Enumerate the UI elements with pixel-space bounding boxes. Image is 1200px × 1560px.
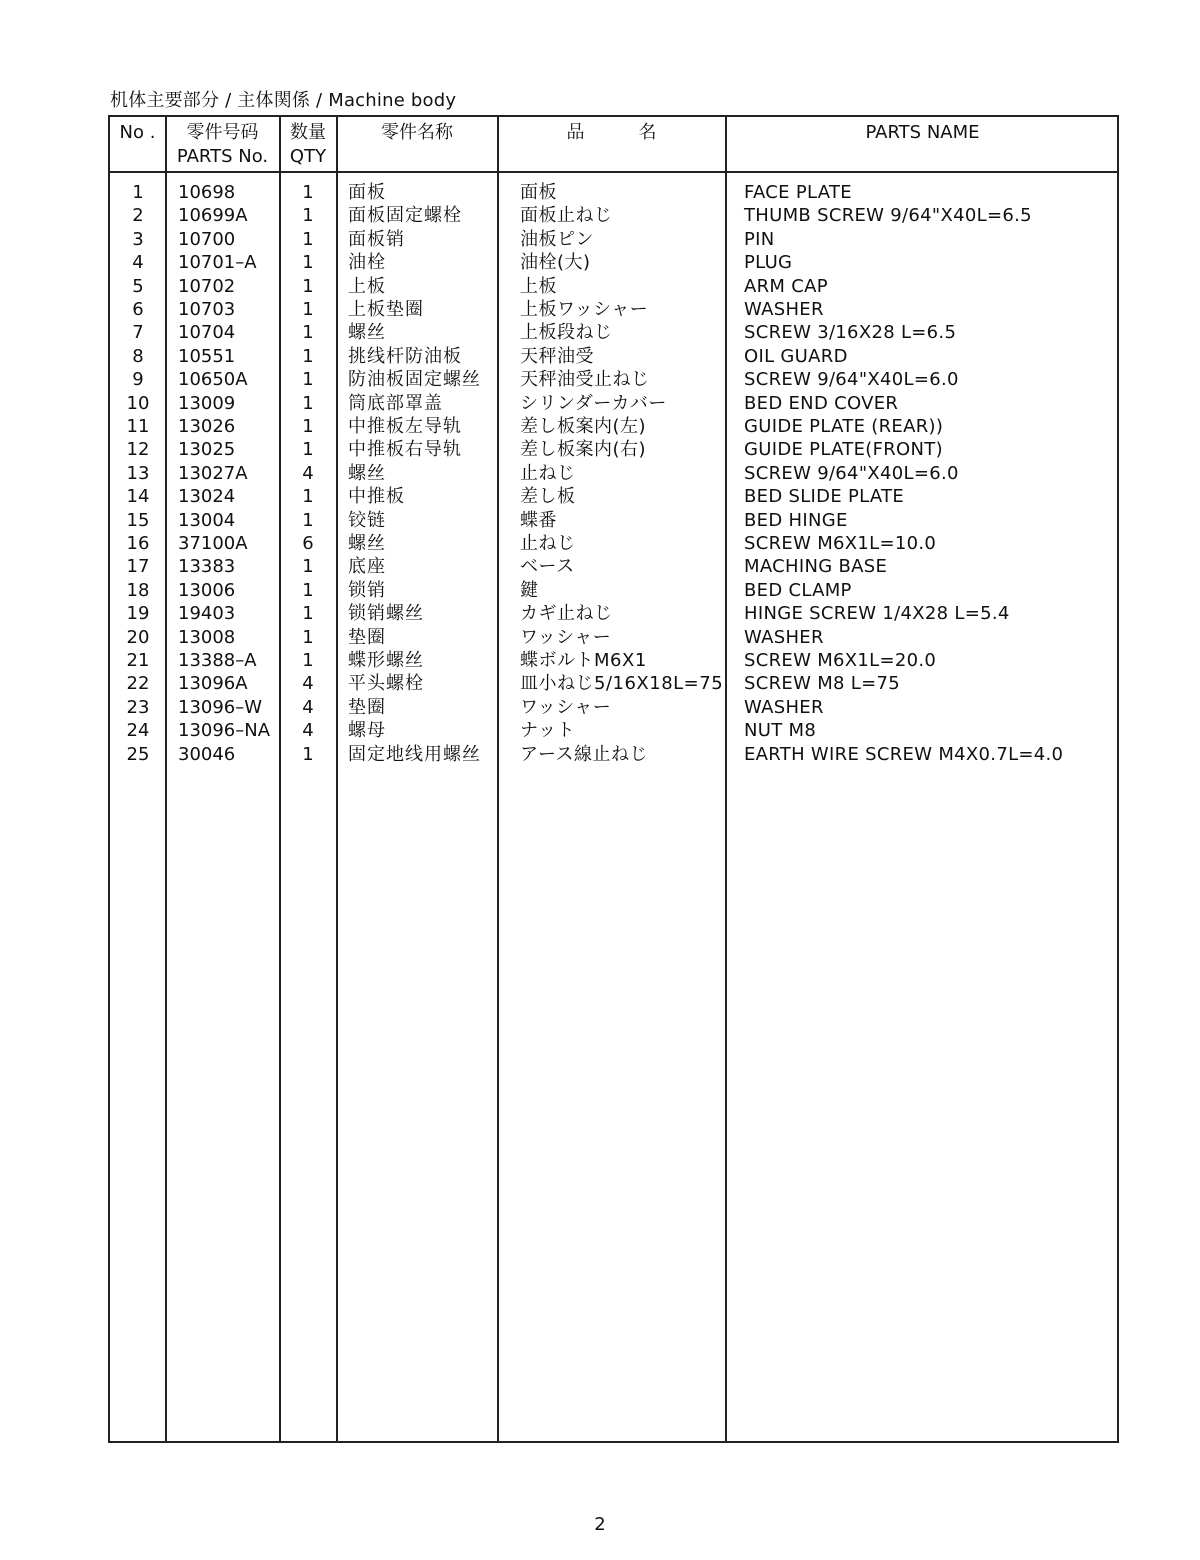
part-number: 10551 xyxy=(178,345,236,367)
table-row xyxy=(110,228,1117,251)
part-name-cn: 中推板左导轨 xyxy=(348,416,462,437)
row-number: 9 xyxy=(132,369,144,391)
row-number: 16 xyxy=(126,533,150,554)
table-row xyxy=(110,251,1117,274)
part-name-jp: 蝶番 xyxy=(520,509,557,531)
table-row xyxy=(110,649,1117,672)
part-name-en: BED END COVER xyxy=(744,392,899,414)
quantity: 1 xyxy=(302,228,314,250)
table-row xyxy=(110,602,1117,625)
quantity: 1 xyxy=(302,626,314,648)
part-number: 13096A xyxy=(178,673,248,695)
row-number: 21 xyxy=(126,650,150,671)
row-number: 3 xyxy=(132,228,144,250)
table-row xyxy=(110,438,1117,461)
part-name-en: NUT M8 xyxy=(744,720,817,742)
part-number: 37100A xyxy=(178,533,248,554)
quantity: 4 xyxy=(302,673,314,695)
part-name-cn: 筒底部罩盖 xyxy=(348,392,443,414)
row-number: 14 xyxy=(126,486,150,508)
part-name-en: HINGE SCREW 1/4X28 L=5.4 xyxy=(744,603,1010,625)
header-parts-name: PARTS NAME xyxy=(865,122,980,143)
part-name-en: SCREW 9/64"X40L=6.0 xyxy=(744,462,959,484)
part-name-en: BED SLIDE PLATE xyxy=(744,486,905,508)
table-row xyxy=(110,392,1117,415)
row-number: 1 xyxy=(132,182,144,203)
part-name-en: SCREW M8 L=75 xyxy=(744,673,901,695)
quantity: 1 xyxy=(302,182,314,203)
row-number: 2 xyxy=(132,205,144,227)
row-number: 25 xyxy=(126,743,150,765)
part-name-jp: 差し板 xyxy=(520,486,576,508)
table-row xyxy=(110,275,1117,298)
table-row xyxy=(110,579,1117,602)
table-row xyxy=(110,696,1117,719)
part-name-en: ARM CAP xyxy=(744,275,828,297)
part-name-en: THUMB SCREW 9/64"X40L=6.5 xyxy=(744,205,1032,227)
row-number: 10 xyxy=(126,392,150,414)
quantity: 1 xyxy=(302,556,314,578)
part-name-en: WASHER xyxy=(744,696,824,718)
part-number: 13024 xyxy=(178,486,236,508)
quantity: 4 xyxy=(302,696,314,718)
row-number: 19 xyxy=(126,603,150,625)
row-number: 24 xyxy=(126,720,150,742)
part-number: 10699A xyxy=(178,205,248,227)
row-number: 6 xyxy=(132,299,144,320)
table-row xyxy=(110,509,1117,532)
table-row xyxy=(110,626,1117,649)
table-row xyxy=(110,719,1117,742)
part-name-en: GUIDE PLATE (REAR)) xyxy=(744,416,944,437)
table-row xyxy=(110,204,1117,227)
header-qty-cn: 数量 xyxy=(290,122,326,143)
part-name-jp: 差し板案内(左) xyxy=(520,416,647,437)
part-number: 10700 xyxy=(178,228,236,250)
part-number: 19403 xyxy=(178,603,236,625)
part-number: 13025 xyxy=(178,439,236,461)
part-name-jp: 止ねじ xyxy=(520,462,576,484)
quantity: 1 xyxy=(302,252,314,274)
part-number: 13388–A xyxy=(178,650,257,671)
part-name-jp: 上板ワッシャー xyxy=(520,299,649,320)
part-name-cn: 垫圈 xyxy=(348,696,386,718)
quantity: 1 xyxy=(302,416,314,437)
part-name-jp: カギ止ねじ xyxy=(520,603,613,625)
part-name-cn: 中推板 xyxy=(348,486,405,508)
part-name-jp: 油栓(大) xyxy=(520,252,591,274)
part-number: 10701–A xyxy=(178,252,257,274)
header-qty xyxy=(280,121,336,169)
part-number: 10703 xyxy=(178,299,236,320)
part-name-cn: 防油板固定螺丝 xyxy=(348,369,481,391)
part-name-cn: 蝶形螺丝 xyxy=(348,650,424,671)
part-name-jp: ワッシャー xyxy=(520,696,612,718)
quantity: 1 xyxy=(302,322,314,344)
part-name-cn: 铰链 xyxy=(348,509,386,531)
parts-table xyxy=(108,115,1119,1443)
part-name-en: SCREW 9/64"X40L=6.0 xyxy=(744,369,959,391)
part-name-cn: 上板 xyxy=(348,275,386,297)
table-row xyxy=(110,532,1117,555)
quantity: 1 xyxy=(302,369,314,391)
row-number: 20 xyxy=(126,626,150,648)
row-number: 15 xyxy=(126,509,150,531)
part-number: 13383 xyxy=(178,556,236,578)
part-name-en: FACE PLATE xyxy=(744,182,852,203)
part-name-jp: 面板 xyxy=(520,182,557,203)
part-name-jp: ナット xyxy=(520,720,576,742)
part-name-jp: 天秤油受 xyxy=(520,345,594,367)
quantity: 1 xyxy=(302,486,314,508)
quantity: 4 xyxy=(302,462,314,484)
row-number: 22 xyxy=(126,673,150,695)
header-divider xyxy=(110,171,1117,173)
part-number: 10702 xyxy=(178,275,236,297)
part-name-cn: 平头螺栓 xyxy=(348,673,424,695)
part-name-jp: 上板 xyxy=(520,275,557,297)
header-parts-no-cn: 零件号码 xyxy=(186,122,259,143)
part-name-cn: 螺丝 xyxy=(348,533,386,554)
part-name-cn: 锁销螺丝 xyxy=(348,603,424,625)
part-name-jp: 蝶ボルトM6X1 xyxy=(520,650,647,671)
quantity: 1 xyxy=(302,205,314,227)
part-name-cn: 锁销 xyxy=(348,579,386,601)
part-name-cn: 油栓 xyxy=(348,252,386,274)
part-name-en: WASHER xyxy=(744,299,824,320)
table-row xyxy=(110,743,1117,766)
quantity: 1 xyxy=(302,299,314,320)
table-row xyxy=(110,298,1117,321)
part-name-jp: ワッシャー xyxy=(520,626,612,648)
part-name-cn: 面板 xyxy=(348,182,386,203)
part-name-cn: 螺丝 xyxy=(348,322,386,344)
row-number: 4 xyxy=(132,252,144,274)
part-name-en: BED CLAMP xyxy=(744,579,852,601)
part-name-jp: 天秤油受止ねじ xyxy=(520,369,650,391)
quantity: 1 xyxy=(302,579,314,601)
part-name-en: PLUG xyxy=(744,252,793,274)
part-name-jp: 止ねじ xyxy=(520,533,576,554)
table-row xyxy=(110,321,1117,344)
quantity: 1 xyxy=(302,603,314,625)
part-name-jp: 皿小ねじ5/16X18L=75 xyxy=(520,673,724,695)
table-row xyxy=(110,672,1117,695)
quantity: 1 xyxy=(302,509,314,531)
header-name-jp: 品 名 xyxy=(566,122,657,143)
quantity: 1 xyxy=(302,275,314,297)
row-number: 7 xyxy=(132,322,144,344)
header-qty-en: QTY xyxy=(289,146,327,167)
part-name-en: PIN xyxy=(744,228,775,250)
row-number: 11 xyxy=(126,416,150,437)
part-number: 13026 xyxy=(178,416,236,437)
part-name-jp: 鍵 xyxy=(520,579,539,601)
quantity: 6 xyxy=(302,533,314,554)
part-name-cn: 中推板右导轨 xyxy=(348,439,462,461)
row-number: 13 xyxy=(126,462,150,484)
part-number: 13006 xyxy=(178,579,236,601)
part-name-jp: 油板ピン xyxy=(520,228,594,250)
quantity: 1 xyxy=(302,392,314,414)
row-number: 12 xyxy=(126,439,150,461)
row-number: 8 xyxy=(132,345,144,367)
quantity: 1 xyxy=(302,743,314,765)
part-name-cn: 上板垫圈 xyxy=(348,299,424,320)
table-row xyxy=(110,415,1117,438)
part-number: 13096–NA xyxy=(178,720,271,742)
part-name-cn: 垫圈 xyxy=(348,626,386,648)
quantity: 4 xyxy=(302,720,314,742)
quantity: 1 xyxy=(302,439,314,461)
header-name-cn: 零件名称 xyxy=(381,122,453,143)
part-name-cn: 挑线杆防油板 xyxy=(348,345,462,367)
header-no: No . xyxy=(119,122,156,143)
part-number: 13004 xyxy=(178,509,236,531)
part-name-cn: 螺丝 xyxy=(348,462,386,484)
part-name-en: MACHING BASE xyxy=(744,556,888,578)
part-name-jp: 差し板案内(右) xyxy=(520,439,647,461)
part-number: 30046 xyxy=(178,743,236,765)
part-name-jp: 上板段ねじ xyxy=(520,322,613,344)
part-name-cn: 面板固定螺栓 xyxy=(348,205,462,227)
part-name-en: EARTH WIRE SCREW M4X0.7L=4.0 xyxy=(744,743,1064,765)
table-row xyxy=(110,462,1117,485)
table-row xyxy=(110,345,1117,368)
quantity: 1 xyxy=(302,650,314,671)
part-name-jp: シリンダーカバー xyxy=(520,392,667,414)
part-number: 13027A xyxy=(178,462,248,484)
table-row xyxy=(110,555,1117,578)
row-number: 17 xyxy=(126,556,150,578)
header-parts-no xyxy=(166,121,279,169)
part-number: 13096–W xyxy=(178,696,263,718)
part-name-en: OIL GUARD xyxy=(744,345,848,367)
row-number: 18 xyxy=(126,579,150,601)
table-row xyxy=(110,181,1117,204)
page-number: 2 xyxy=(594,1514,606,1535)
part-name-en: GUIDE PLATE(FRONT) xyxy=(744,439,943,461)
part-name-en: WASHER xyxy=(744,626,824,648)
part-name-cn: 面板销 xyxy=(348,228,405,250)
part-number: 13008 xyxy=(178,626,236,648)
part-name-cn: 底座 xyxy=(348,556,386,578)
part-name-en: BED HINGE xyxy=(744,509,848,531)
part-number: 10704 xyxy=(178,322,236,344)
part-name-jp: ベース xyxy=(520,556,575,578)
part-name-en: SCREW 3/16X28 L=6.5 xyxy=(744,322,957,344)
table-row xyxy=(110,485,1117,508)
page-title: 机体主要部分 / 主体関係 / Machine body xyxy=(110,90,457,111)
row-number: 5 xyxy=(132,275,144,297)
part-name-en: SCREW M6X1L=20.0 xyxy=(744,650,937,671)
quantity: 1 xyxy=(302,345,314,367)
part-name-cn: 固定地线用螺丝 xyxy=(348,743,481,765)
table-row xyxy=(110,368,1117,391)
part-name-cn: 螺母 xyxy=(348,720,386,742)
header-parts-no-en: PARTS No. xyxy=(176,146,269,167)
part-name-en: SCREW M6X1L=10.0 xyxy=(744,533,937,554)
part-number: 10698 xyxy=(178,182,236,203)
part-number: 13009 xyxy=(178,392,236,414)
part-number: 10650A xyxy=(178,369,248,391)
part-name-jp: アース線止ねじ xyxy=(520,743,649,765)
part-name-jp: 面板止ねじ xyxy=(520,205,613,227)
row-number: 23 xyxy=(126,696,150,718)
